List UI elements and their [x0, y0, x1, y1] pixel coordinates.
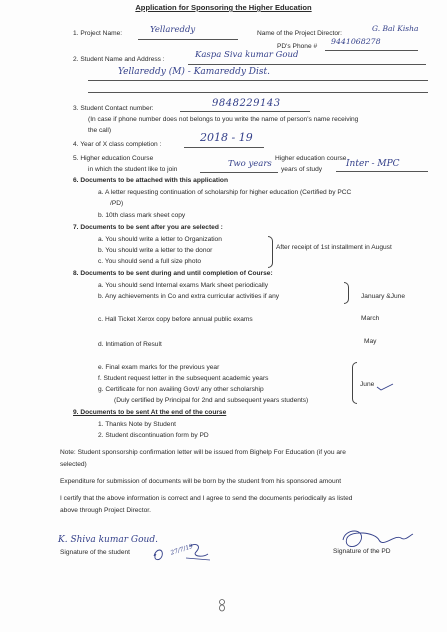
course-value: Two years	[228, 159, 272, 169]
year-label: 4. Year of X class completion :	[73, 141, 162, 148]
student-name-value: Kaspa Siva kumar Goud	[195, 50, 299, 60]
section-8e: e. Final exam marks for the previous year	[98, 364, 220, 371]
course-label-1: 5. Higher education Course	[73, 155, 154, 162]
section-8efg-brace	[352, 362, 357, 404]
section-8ab-brace	[344, 282, 349, 304]
section-7a: a. You should write a letter to Organization	[98, 236, 222, 243]
section-6a-2: /PD)	[110, 200, 124, 207]
section-8g-2: (Duly certified by Principal for 2nd and subsequent years students)	[114, 397, 309, 404]
project-name-label: 1. Project Name:	[73, 30, 123, 37]
section-9-1: 1. Thanks Note by Student	[98, 421, 176, 428]
year-value: 2018 - 19	[200, 131, 253, 144]
note-line-2: selected)	[60, 461, 87, 468]
director-value: G. Bal Kisha	[372, 24, 419, 33]
project-name-value: Yellareddy	[150, 25, 196, 35]
course-label-2: in which the student like to join	[88, 166, 178, 173]
section-7-heading: 7. Documents to be sent after you are selected :	[73, 224, 223, 231]
date-mark: 27/7/19	[169, 542, 194, 557]
section-7-brace	[268, 236, 273, 268]
section-8f: f. Student request letter in the subsequent academic years	[98, 375, 269, 382]
section-8c-when: March	[361, 315, 380, 322]
certify-line-2: above through Project Director.	[60, 507, 151, 514]
initials-scribble	[150, 540, 220, 566]
pd-signature-label: Signature of the PD	[333, 548, 391, 555]
section-8g: g. Certificate for non availing Govt/ any other scholarship	[98, 386, 264, 393]
section-8d-when: May	[364, 338, 377, 345]
section-8b-when: January &June	[361, 293, 405, 300]
expenditure-note: Expenditure for submission of documents will be born by the student from his sponsored amount	[60, 478, 342, 485]
section-6a-1: a. A letter requesting continuation of scholarship for higher education (Certified by PCC	[98, 189, 352, 196]
section-9-heading: 9. Documents to be sent At the end of the course	[73, 409, 227, 416]
page-mark-icon	[218, 598, 226, 612]
section-7b: b. You should write a letter to the donor	[98, 247, 213, 254]
student-name-label: 2. Student Name and Address :	[73, 56, 165, 63]
section-8-heading: 8. Documents to be sent during and until completion of Course:	[73, 270, 273, 277]
director-label: Name of the Project Director:	[257, 30, 343, 37]
student-signature: K. Shiva kumar Goud.	[58, 535, 158, 545]
pd-phone-label: PD's Phone #	[277, 43, 318, 50]
student-signature-label: Signature of the student	[60, 549, 131, 556]
contact-note-2: the call)	[88, 127, 112, 134]
contact-value: 9848229143	[212, 98, 281, 109]
section-8efg-when: June	[360, 381, 375, 388]
student-address-value: Yellareddy (M) - Kamareddy Dist.	[118, 67, 270, 77]
section-8a: a. You should send Internal exams Mark sheet periodically	[98, 282, 269, 289]
certify-line-1: I certify that the above information is correct and I agree to send the documents periodically as listed	[60, 495, 353, 502]
section-8d: d. Intimation of Result	[98, 341, 162, 348]
form-title: Application for Sponsoring the Higher Education	[135, 3, 312, 12]
section-7c: c. You should send a full size photo	[98, 258, 202, 265]
contact-note-1: (In case if phone number does not belongs to you write the name of person's name receiving	[88, 116, 359, 123]
tick-mark-icon	[376, 383, 394, 391]
study-label-2: years of study	[281, 166, 323, 173]
section-6-heading: 6. Documents to be attached with this application	[73, 177, 228, 184]
contact-label: 3. Student Contact number:	[73, 105, 154, 112]
study-value: Inter - MPC	[346, 159, 400, 169]
section-8c: c. Hall Ticket Xerox copy before annual public exams	[98, 316, 253, 323]
study-label-1: Higher education course	[275, 155, 347, 162]
pd-phone-value: 9441068278	[331, 37, 381, 46]
section-7-note: After receipt of 1st installment in August	[276, 244, 392, 251]
section-8b: b. Any achievements in Co and extra curricular activities if any	[98, 293, 280, 300]
section-6b: b. 10th class mark sheet copy	[98, 212, 186, 219]
note-line-1: Note: Student sponsorship confirmation letter will be issued from Bighelp For Education (if you are	[60, 449, 346, 456]
section-9-2: 2. Student discontinuation form by PD	[98, 432, 209, 439]
